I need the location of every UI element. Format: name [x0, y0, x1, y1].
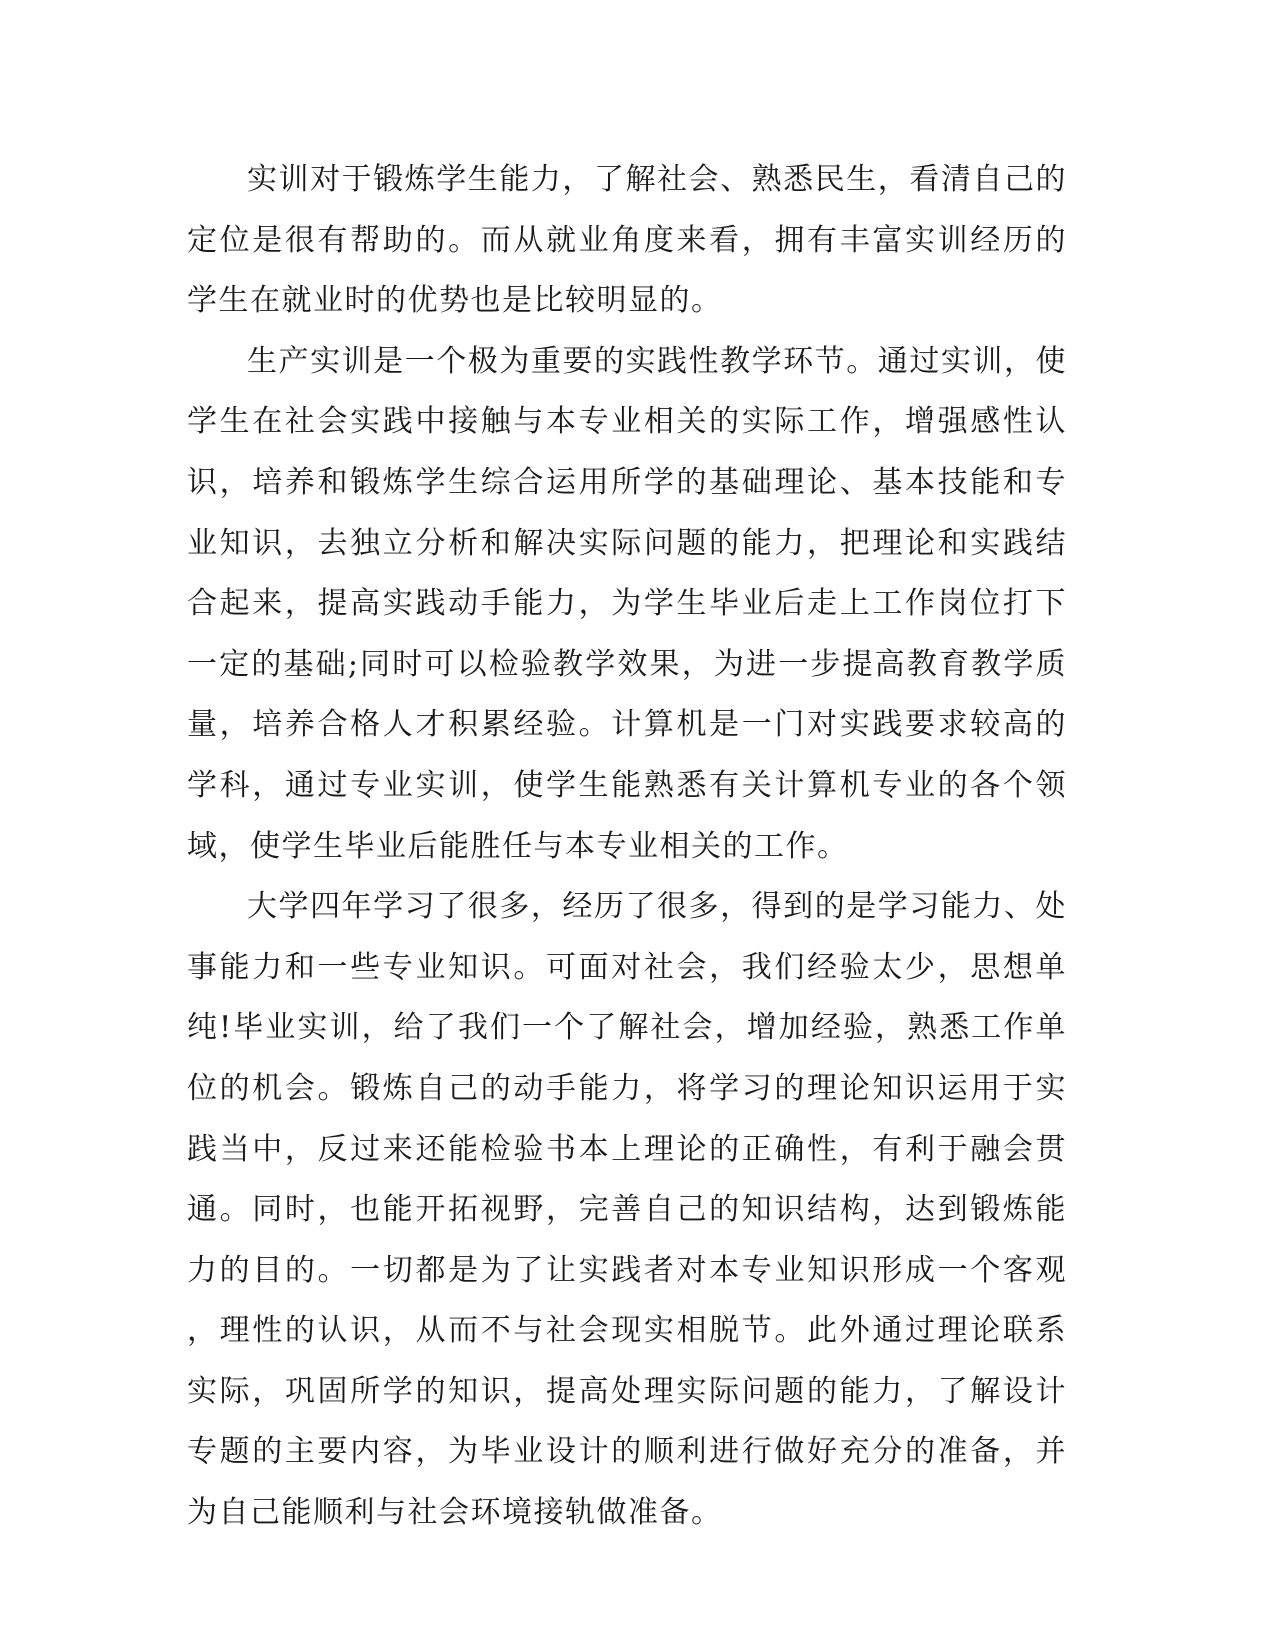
paragraph-2: 生产实训是一个极为重要的实践性教学环节。通过实训，使学生在社会实践中接触与本专业相关的实际工作，增强感性认识，培养和锻炼学生综合运用所学的基础理论、基本技能和专业知识，去独立分析和解决实际问题的能力，把理论和实践结合起来，提高实践动手能力，为学生毕业后走上工作岗位打下一定的基础;同时可以检验教学效果，为进一步提高教育教学质量，培养合格人才积累经验。计算机是一门对实践要求较高的学科，通过专业实训，使学生能熟悉有关计算机专业的各个领域，使学生毕业后能胜任与本专业相关的工作。: [187, 343, 1067, 864]
document-body: [187, 150, 1067, 1544]
paragraph-1: 实训对于锻炼学生能力，了解社会、熟悉民生，看清自己的定位是很有帮助的。而从就业角度来看，拥有丰富实训经历的学生在就业时的优势也是比较明显的。: [187, 162, 1067, 319]
paragraph-3: 大学四年学习了很多，经历了很多，得到的是学习能力、处事能力和一些专业知识。可面对社会，我们经验太少，思想单纯!毕业实训，给了我们一个了解社会，增加经验，熟悉工作单位的机会。锻炼自己的动手能力，将学习的理论知识运用于实践当中，反过来还能检验书本上理论的正确性，有利于融会贯通。同时，也能开拓视野，完善自己的知识结构，达到锻炼能力的目的。一切都是为了让实践者对本专业知识形成一个客观，理性的认识，从而不与社会现实相脱节。此外通过理论联系实际，巩固所学的知识，提高处理实际问题的能力，了解设计专题的主要内容，为毕业设计的顺利进行做好充分的准备，并为自己能顺利与社会环境接轨做准备。: [187, 889, 1067, 1531]
